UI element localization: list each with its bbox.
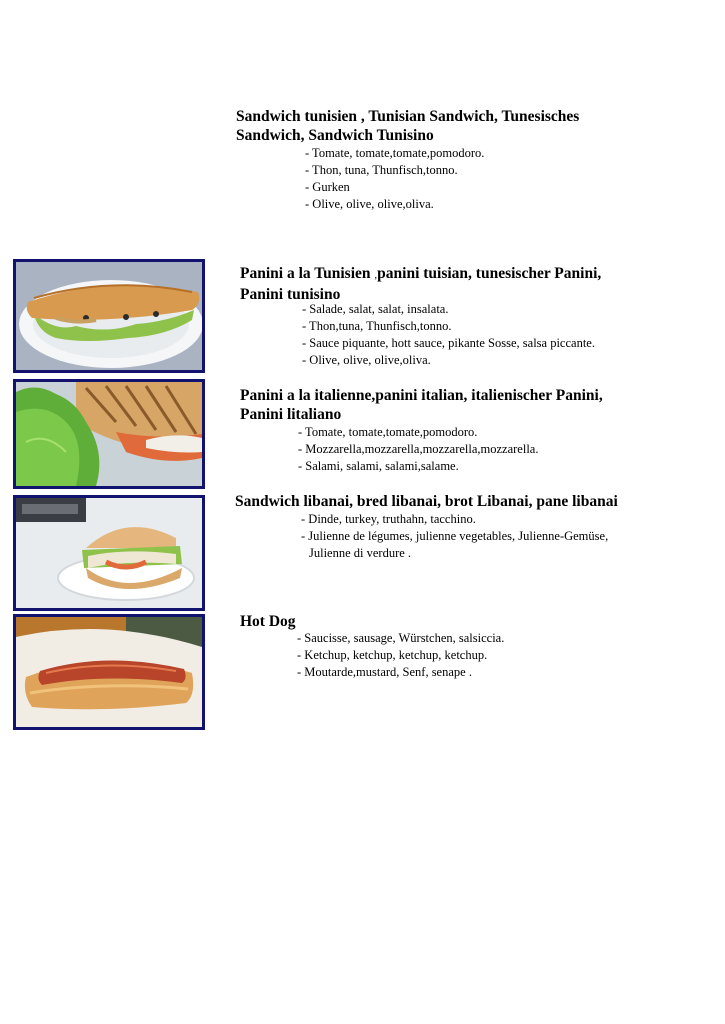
section-title xyxy=(240,386,603,424)
title-line-1: Panini a la italienne,panini italian, italienischer Panini, xyxy=(240,387,603,404)
ingredient-item: - Ketchup, ketchup, ketchup, ketchup. xyxy=(297,648,488,662)
section-title xyxy=(236,107,579,145)
ingredient-item: - Tomate, tomate,tomate,pomodoro. xyxy=(298,425,478,439)
section-title xyxy=(235,492,618,511)
panini-tunisien-image xyxy=(16,262,202,370)
hot-dog-image xyxy=(16,617,202,727)
title-line-1-b: panini tuisian, tunesischer Panini, xyxy=(377,265,602,282)
section-title xyxy=(240,612,296,631)
section-title xyxy=(240,264,601,304)
panini-italien-image xyxy=(16,382,202,486)
ingredient-list xyxy=(301,511,608,562)
ingredient-item: - Julienne de légumes, julienne vegetables, Julienne-Gemüse, xyxy=(301,529,609,543)
ingredient-item: - Thon,tuna, Thunfisch,tonno. xyxy=(302,319,452,333)
ingredient-item: - Mozzarella,mozzarella,mozzarella,mozzarella. xyxy=(298,442,539,456)
ingredient-item: - Salade, salat, salat, insalata. xyxy=(302,302,449,316)
ingredient-item: - Moutarde,mustard, Senf, senape . xyxy=(297,665,472,679)
ingredient-list xyxy=(305,145,484,213)
title-line-1: Hot Dog xyxy=(240,613,296,630)
ingredient-list xyxy=(297,630,504,681)
ingredient-item: - Saucisse, sausage, Würstchen, salsiccia. xyxy=(297,631,505,645)
title-comma: , xyxy=(374,269,378,281)
title-line-1: Sandwich libanai, bred libanai, brot Libanai, pane libanai xyxy=(235,493,618,510)
title-line-2: Panini litaliano xyxy=(240,406,342,423)
ingredient-item: - Salami, salami, salami,salame. xyxy=(298,459,459,473)
ingredient-item: - Olive, olive, olive,oliva. xyxy=(305,197,434,211)
title-line-2: Sandwich, Sandwich Tunisino xyxy=(236,127,434,144)
ingredient-item: - Tomate, tomate,tomate,pomodoro. xyxy=(305,146,485,160)
title-line-1: Sandwich tunisien , Tunisian Sandwich, Tunesisches xyxy=(236,108,580,125)
ingredient-list xyxy=(298,424,538,475)
photo-panini-italien xyxy=(13,379,205,489)
photo-hot-dog xyxy=(13,614,205,730)
ingredient-item: - Gurken xyxy=(305,180,350,194)
ingredient-item: - Olive, olive, olive,oliva. xyxy=(302,353,431,367)
sandwich-libanais-image xyxy=(16,498,202,608)
ingredient-item-continued: Julienne di verdure . xyxy=(309,546,412,560)
ingredient-item: - Dinde, turkey, truthahn, tacchino. xyxy=(301,512,476,526)
ingredient-list xyxy=(302,301,595,369)
title-line-1-a: Panini a la Tunisien xyxy=(240,265,375,282)
ingredient-item: - Sauce piquante, hott sauce, pikante Sosse, salsa piccante. xyxy=(302,336,595,350)
photo-panini-tunisien xyxy=(13,259,205,373)
ingredient-item: - Thon, tuna, Thunfisch,tonno. xyxy=(305,163,458,177)
photo-sandwich-libanais xyxy=(13,495,205,611)
title-line-2: Panini tunisino xyxy=(240,286,341,303)
